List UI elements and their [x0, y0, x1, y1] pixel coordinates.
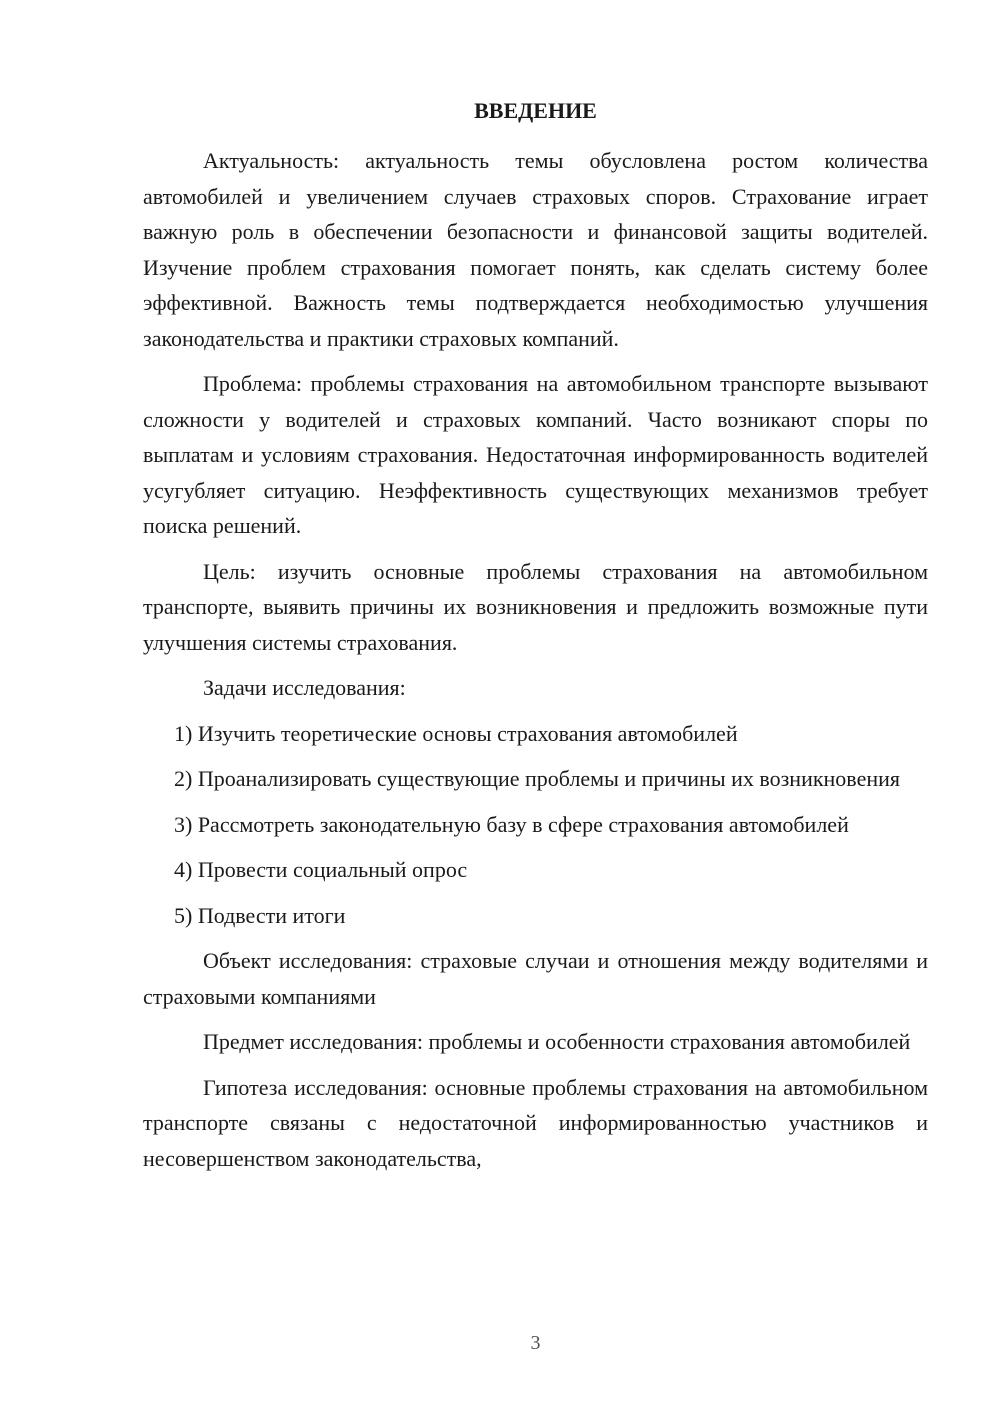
paragraph-goal: Цель: изучить основные проблемы страхования на автомобильном транспорте, выявить причины их возникновения и предложить возможные пути улучшения системы страхования. — [143, 558, 928, 655]
list-item-task-1: 1) Изучить теоретические основы страхования автомобилей — [174, 720, 738, 746]
page-number: 3 — [530, 1332, 541, 1354]
list-item-task-2: 2) Проанализировать существующие проблемы и причины их возникновения — [174, 766, 900, 791]
page-title: ВВЕДЕНИЕ — [474, 98, 597, 123]
list-item-task-4: 4) Провести социальный опрос — [174, 857, 468, 882]
paragraph-relevance: Актуальность: актуальность темы обусловлена ростом количества автомобилей и увеличением случаев страховых споров. Страхование играет важную роль в обеспечении безопасности и финансовой защиты водителей. Изучение проблем страхования помогает понять, как сделать систему более эффективной. Важность темы подтверждается необходимостью улучшения законодательства и практики страховых компаний. — [143, 148, 928, 351]
list-item-task-3: 3) Рассмотреть законодательную базу в сфере страхования автомобилей — [174, 811, 849, 837]
document-body — [143, 143, 928, 1186]
paragraph-subject: Предмет исследования: проблемы и особенности страхования автомобилей — [203, 1029, 911, 1054]
paragraph-tasks-heading: Задачи исследования: — [203, 675, 406, 700]
list-item-task-5: 5) Подвести итоги — [174, 902, 346, 928]
paragraph-hypothesis: Гипотеза исследования: основные проблемы страхования на автомобильном транспорте связаны с недостаточной информированностью участников и несовершенством законодательства, — [143, 1074, 928, 1171]
paragraph-object: Объект исследования: страховые случаи и отношения между водителями и страховыми компаниями — [143, 948, 928, 1009]
paragraph-problem: Проблема: проблемы страхования на автомобильном транспорте вызывают сложности у водителей и страховых компаний. Часто возникают споры по выплатам и условиям страхования. Недостаточная информированность водителей усугубляет ситуацию. Неэффективность существующих механизмов требует поиска решений. — [143, 371, 928, 538]
